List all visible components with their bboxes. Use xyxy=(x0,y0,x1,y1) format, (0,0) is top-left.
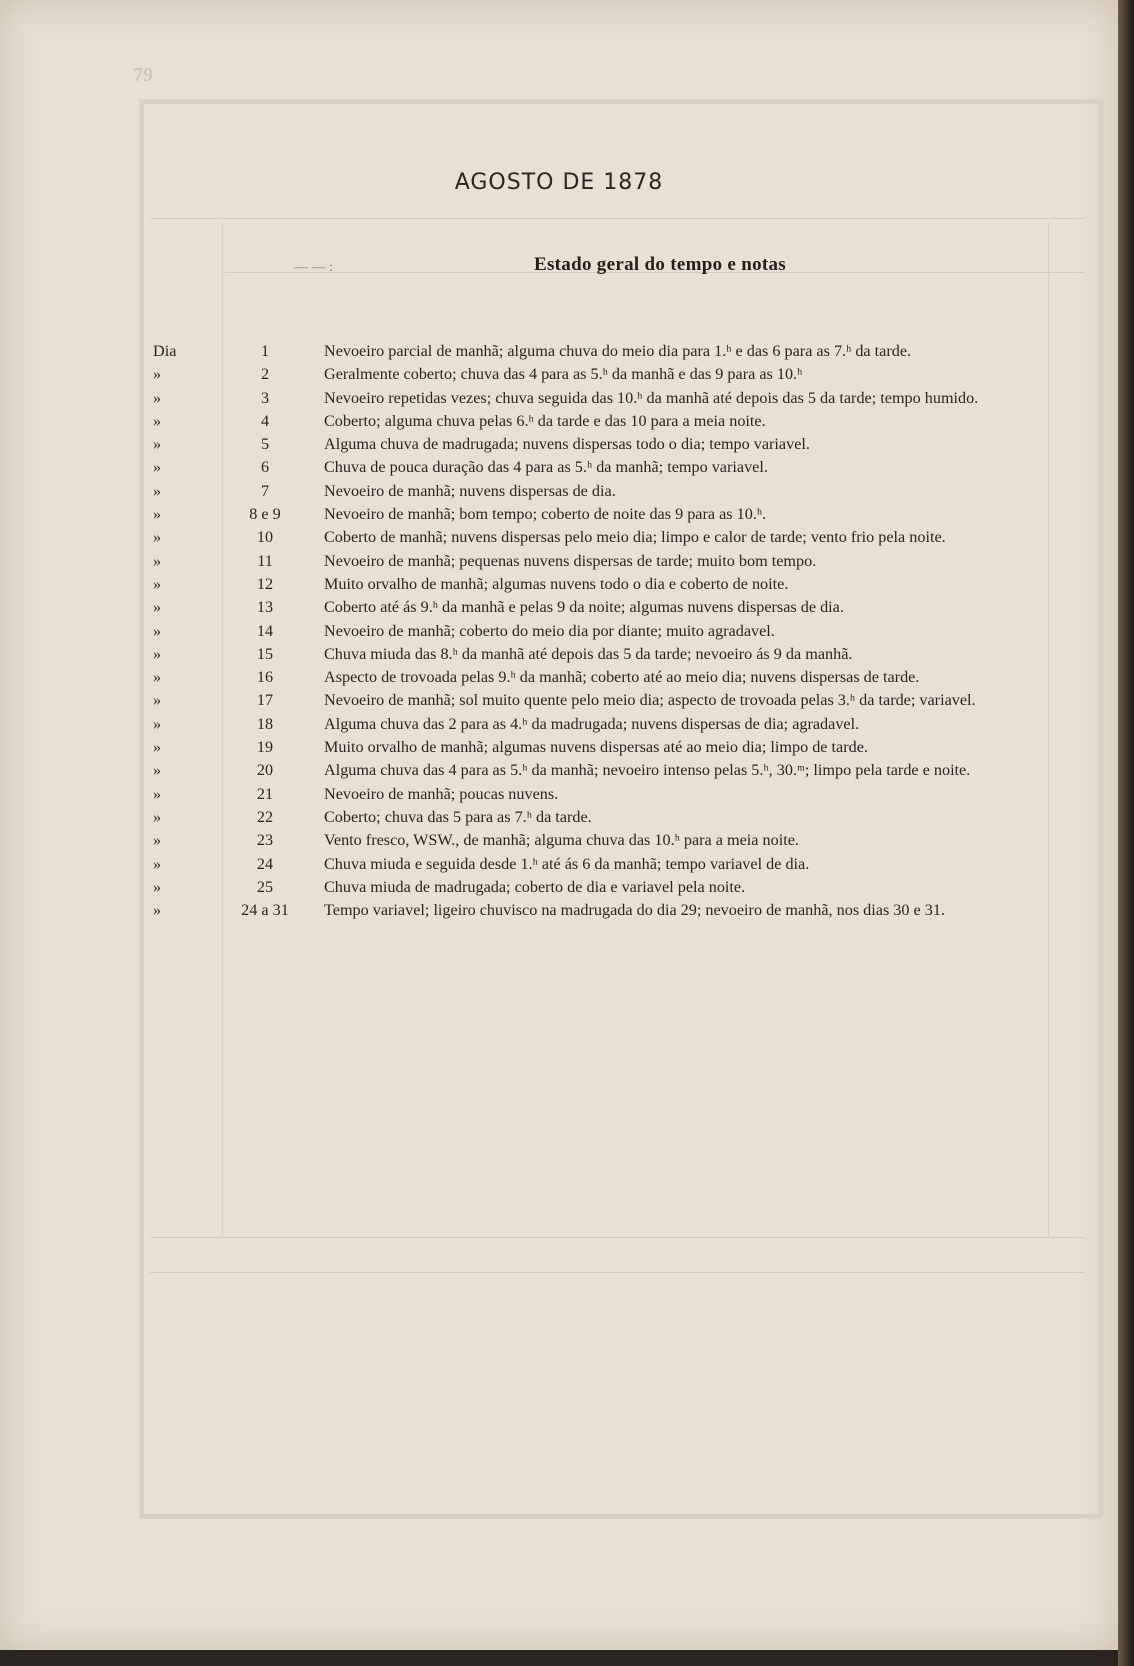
row-label: » xyxy=(153,411,162,430)
table-row xyxy=(140,480,1090,503)
weather-note: Chuva miuda e seguida desde 1.ʰ até ás 6 da manhã; tempo variavel de dia. xyxy=(324,854,810,873)
table-row xyxy=(140,387,1090,410)
row-label: » xyxy=(153,458,162,477)
table-row xyxy=(140,363,1090,386)
day-number: 20 xyxy=(256,761,274,780)
day-number: 25 xyxy=(256,877,274,896)
day-number: 11 xyxy=(257,551,273,570)
day-number: 19 xyxy=(256,738,274,757)
day-number: 4 xyxy=(260,411,270,430)
table-row xyxy=(140,736,1090,759)
rule-line xyxy=(150,1272,1085,1273)
day-number: 7 xyxy=(260,481,270,500)
table-row xyxy=(140,899,1090,922)
table-row xyxy=(140,829,1090,852)
row-label: » xyxy=(153,714,162,733)
table-row xyxy=(140,503,1090,526)
day-number: 8 e 9 xyxy=(249,505,281,524)
weather-note: Coberto; chuva das 5 para as 7.ʰ da tarde. xyxy=(324,807,592,826)
day-number: 10 xyxy=(256,528,274,547)
day-number: 3 xyxy=(260,388,270,407)
day-number: 18 xyxy=(256,714,274,733)
row-label: » xyxy=(153,831,162,850)
day-number: 6 xyxy=(260,458,270,477)
section-heading: Estado geral do tempo e notas xyxy=(534,254,786,275)
table-row xyxy=(140,573,1090,596)
row-label: » xyxy=(153,621,162,640)
weather-note: Coberto; alguma chuva pelas 6.ʰ da tarde e das 10 para a meia noite. xyxy=(324,411,766,430)
weather-note: Aspecto de trovoada pelas 9.ʰ da manhã; coberto até ao meio dia; nuvens dispersas de tarde. xyxy=(324,668,920,687)
heading-mark: — — : xyxy=(294,260,333,275)
weather-note: Alguma chuva das 2 para as 4.ʰ da madrugada; nuvens dispersas de dia; agradavel. xyxy=(324,714,860,733)
table-row xyxy=(140,433,1090,456)
day-number: 16 xyxy=(256,668,274,687)
day-number: 14 xyxy=(256,621,274,640)
row-label: » xyxy=(153,435,162,454)
page-number: 79 xyxy=(133,64,153,86)
day-number: 21 xyxy=(256,784,274,803)
rule-line xyxy=(150,1237,1085,1238)
weather-note: Nevoeiro de manhã; sol muito quente pelo meio dia; aspecto de trovoada pelas 3.ʰ da tarde; variavel. xyxy=(324,691,976,710)
weather-note: Nevoeiro parcial de manhã; alguma chuva do meio dia para 1.ʰ e das 6 para as 7.ʰ da tarde. xyxy=(324,342,912,360)
row-label: » xyxy=(153,854,162,873)
row-label: » xyxy=(153,505,162,524)
weather-note: Geralmente coberto; chuva das 4 para as 5.ʰ da manhã e das 9 para as 10.ʰ xyxy=(324,365,803,384)
rule-line xyxy=(150,218,1085,219)
row-label: » xyxy=(153,691,162,710)
weather-note: Nevoeiro de manhã; bom tempo; coberto de noite das 9 para as 10.ʰ. xyxy=(324,505,767,524)
day-number: 1 xyxy=(260,342,270,360)
weather-note: Nevoeiro de manhã; coberto do meio dia por diante; muito agradavel. xyxy=(324,621,775,640)
notes-list xyxy=(140,340,1090,922)
day-number: 2 xyxy=(260,365,270,384)
table-row xyxy=(140,456,1090,479)
row-label: » xyxy=(153,761,162,780)
weather-note: Coberto até ás 9.ʰ da manhã e pelas 9 da noite; algumas nuvens dispersas de dia. xyxy=(324,598,844,617)
weather-note: Nevoeiro de manhã; pequenas nuvens dispersas de tarde; muito bom tempo. xyxy=(324,551,817,570)
day-number: 15 xyxy=(256,644,274,663)
row-label: » xyxy=(153,901,162,920)
day-number: 24 xyxy=(256,854,274,873)
page-edge xyxy=(1118,0,1134,1666)
weather-note: Chuva de pouca duração das 4 para as 5.ʰ da manhã; tempo variavel. xyxy=(324,458,768,477)
row-label: » xyxy=(153,738,162,757)
table-row xyxy=(140,783,1090,806)
row-label: » xyxy=(153,598,162,617)
row-label: » xyxy=(153,807,162,826)
table-row xyxy=(140,806,1090,829)
weather-note: Alguma chuva de madrugada; nuvens dispersas todo o dia; tempo variavel. xyxy=(324,435,810,454)
weather-note: Muito orvalho de manhã; algumas nuvens dispersas até ao meio dia; limpo de tarde. xyxy=(324,738,868,757)
table-row xyxy=(140,643,1090,666)
day-number: 12 xyxy=(256,574,274,593)
weather-note: Vento fresco, WSW., de manhã; alguma chuva das 10.ʰ para a meia noite. xyxy=(324,831,799,850)
weather-note: Chuva miuda de madrugada; coberto de dia e variavel pela noite. xyxy=(324,877,746,896)
weather-note: Coberto de manhã; nuvens dispersas pelo meio dia; limpo e calor de tarde; vento frio pela noite. xyxy=(324,528,946,547)
row-label: » xyxy=(153,668,162,687)
table-row xyxy=(140,666,1090,689)
day-number: 17 xyxy=(256,691,274,710)
row-label: » xyxy=(153,388,162,407)
row-label: » xyxy=(153,365,162,384)
weather-note: Alguma chuva das 4 para as 5.ʰ da manhã; nevoeiro intenso pelas 5.ʰ, 30.ᵐ; limpo pela tarde e noite. xyxy=(324,761,971,780)
weather-note: Nevoeiro de manhã; nuvens dispersas de dia. xyxy=(324,481,616,500)
row-label: » xyxy=(153,551,162,570)
table-row xyxy=(140,876,1090,899)
row-label: » xyxy=(153,644,162,663)
row-label: » xyxy=(153,784,162,803)
table-row xyxy=(140,853,1090,876)
table-row xyxy=(140,550,1090,573)
day-number: 5 xyxy=(260,435,270,454)
table-row xyxy=(140,340,1090,363)
weather-note: Tempo variavel; ligeiro chuvisco na madrugada do dia 29; nevoeiro de manhã, nos dias 30 e 31. xyxy=(324,901,946,920)
row-label: » xyxy=(153,574,162,593)
table-row xyxy=(140,759,1090,782)
weather-note: Nevoeiro repetidas vezes; chuva seguida das 10.ʰ da manhã até depois das 5 da tarde; tempo humido. xyxy=(324,388,979,407)
weather-note: Muito orvalho de manhã; algumas nuvens todo o dia e coberto de noite. xyxy=(324,574,789,593)
row-label: » xyxy=(153,528,162,547)
table-row xyxy=(140,410,1090,433)
day-number: 23 xyxy=(256,831,274,850)
day-number: 13 xyxy=(256,598,274,617)
day-number: 24 a 31 xyxy=(241,901,289,920)
table-row xyxy=(140,689,1090,712)
table-row xyxy=(140,620,1090,643)
weather-note: Nevoeiro de manhã; poucas nuvens. xyxy=(324,784,559,803)
row-label: » xyxy=(153,877,162,896)
table-row xyxy=(140,713,1090,736)
row-label: » xyxy=(153,481,162,500)
page-title: AGOSTO DE 1878 xyxy=(454,170,664,195)
day-number: 22 xyxy=(256,807,274,826)
weather-note: Chuva miuda das 8.ʰ da manhã até depois das 5 da tarde; nevoeiro ás 9 da manhã. xyxy=(324,644,853,663)
row-label: Dia xyxy=(153,342,177,360)
table-row xyxy=(140,596,1090,619)
table-row xyxy=(140,526,1090,549)
